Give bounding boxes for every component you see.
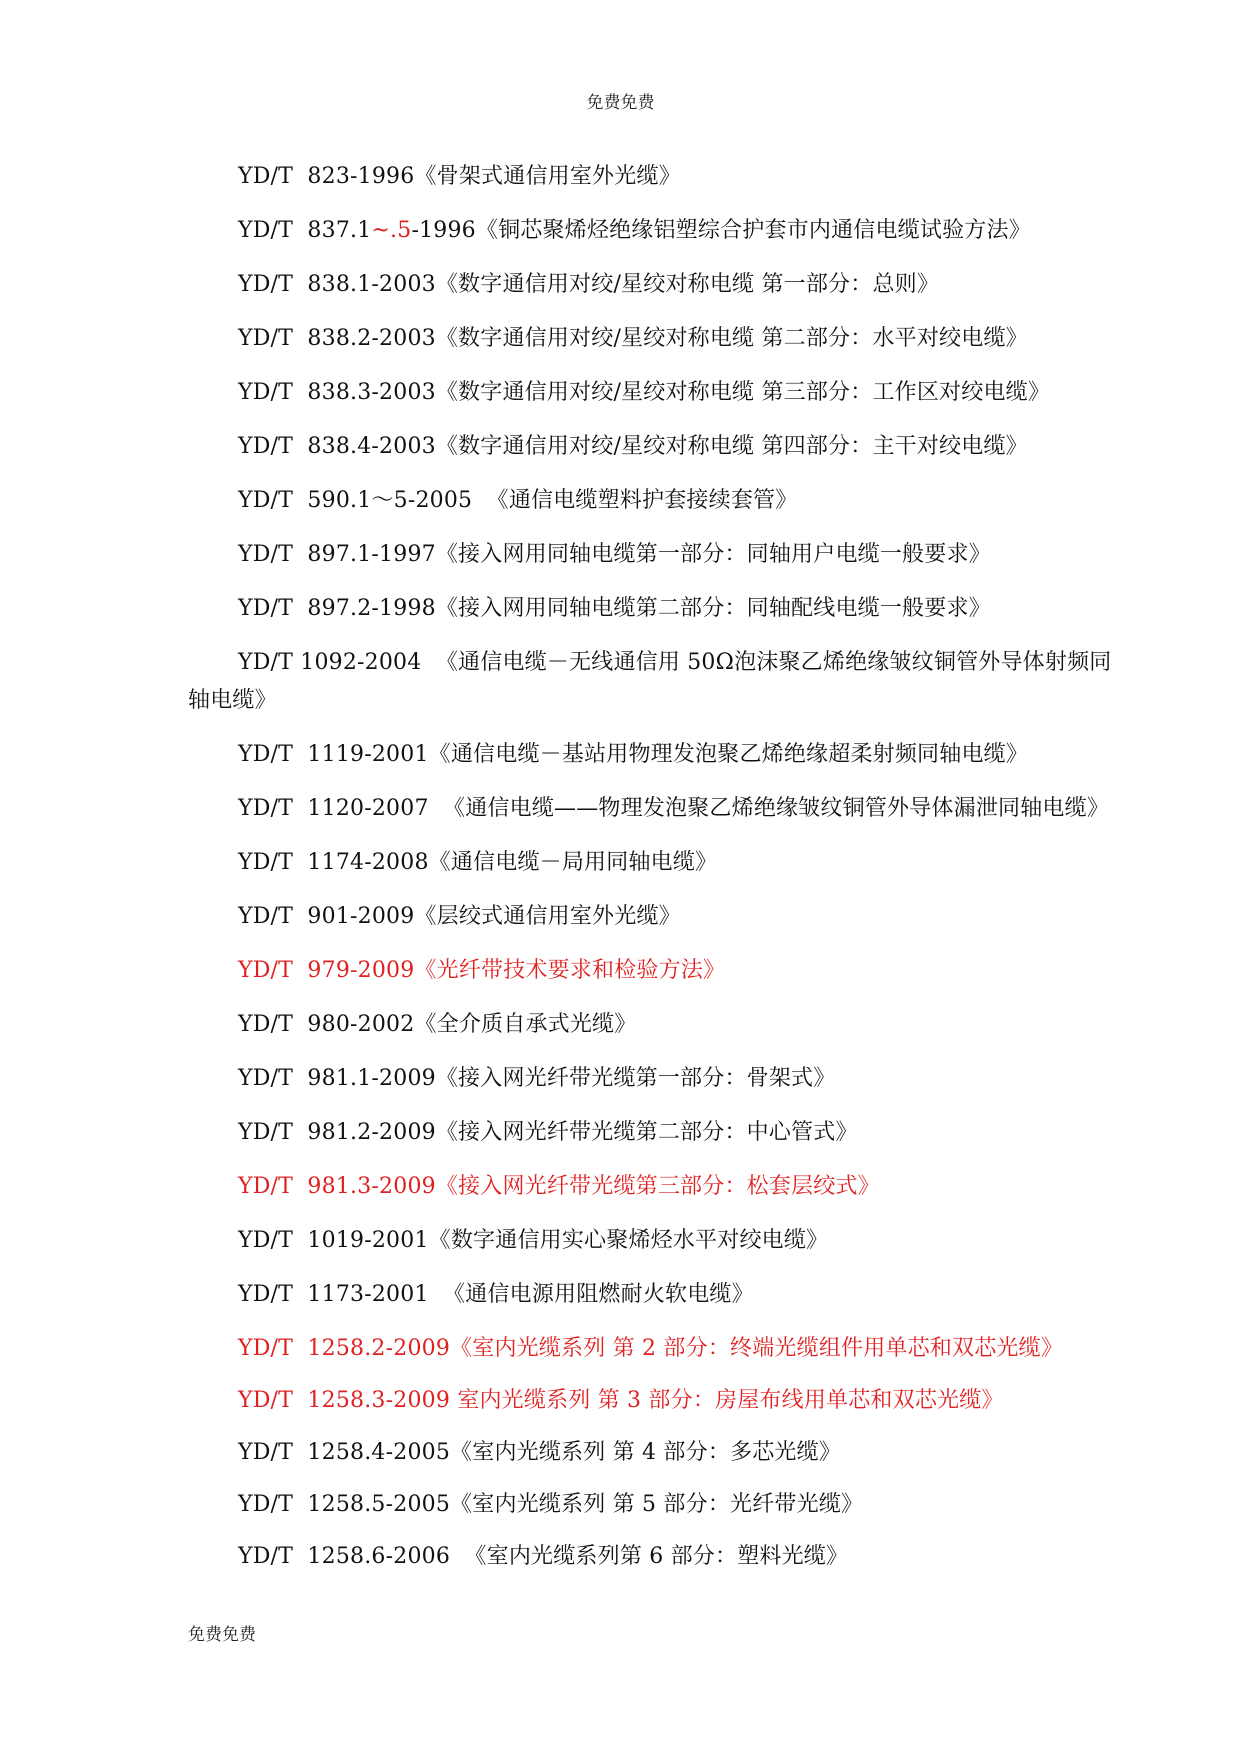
standard-title: 《通信电缆－基站用物理发泡聚乙烯绝缘超柔射频同轴电缆》 — [428, 742, 1029, 767]
standard-code: YD/T 981.3-2009 — [238, 1174, 436, 1199]
standard-code: YD/T 1019-2001 — [238, 1228, 429, 1253]
list-item — [188, 536, 1128, 574]
standard-title: 室内光缆系列 第 3 部分：房屋布线用单芯和双芯光缆》 — [450, 1388, 1004, 1413]
list-item-highlighted — [188, 1382, 1128, 1420]
standard-code: YD/T 838.4-2003 — [238, 434, 436, 459]
standard-code: YD/T 1258.3-2009 — [238, 1388, 451, 1413]
list-item — [188, 898, 1128, 936]
list-item — [188, 844, 1128, 882]
standard-code: YD/T 981.2-2009 — [238, 1120, 436, 1145]
list-item — [188, 1060, 1128, 1098]
standard-title: 《数字通信用对绞/星绞对称电缆 第四部分：主干对绞电缆》 — [435, 434, 1028, 459]
standard-title: 《接入网光纤带光缆第三部分：松套层绞式》 — [435, 1174, 880, 1199]
standard-code: YD/T 979-2009 — [238, 958, 415, 983]
standards-list — [188, 158, 1128, 1590]
standard-code: YD/T 1258.4-2005 — [238, 1440, 451, 1465]
list-item-highlighted — [188, 952, 1128, 990]
standard-code-year: -1996 — [411, 218, 476, 243]
list-item — [188, 266, 1128, 304]
list-item — [188, 590, 1128, 628]
standard-title: 《数字通信用对绞/星绞对称电缆 第一部分：总则》 — [435, 272, 940, 297]
standard-code: YD/T 823-1996 — [238, 164, 415, 189]
standard-code: YD/T 838.2-2003 — [238, 326, 436, 351]
list-item — [188, 1114, 1128, 1152]
list-item — [188, 158, 1128, 196]
list-item — [188, 428, 1128, 466]
standard-code: YD/T 1092-2004 — [238, 650, 436, 675]
standard-title: 《数字通信用实心聚烯烃水平对绞电缆》 — [428, 1228, 829, 1253]
standard-title: 《接入网用同轴电缆第一部分：同轴用户电缆一般要求》 — [435, 542, 991, 567]
standard-title: 《通信电源用阻燃耐火软电缆》 — [443, 1282, 754, 1307]
list-item — [188, 482, 1128, 520]
standard-code: YD/T 838.3-2003 — [238, 380, 436, 405]
standard-code: YD/T 1258.2-2009 — [238, 1336, 451, 1361]
standard-code: YD/T 1173-2001 — [238, 1282, 444, 1307]
list-item — [188, 736, 1128, 774]
standard-code: YD/T 1258.6-2006 — [238, 1544, 465, 1569]
list-item — [188, 1486, 1128, 1524]
standard-code: YD/T 981.1-2009 — [238, 1066, 436, 1091]
standard-title: 《铜芯聚烯烃绝缘铝塑综合护套市内通信电缆试验方法》 — [475, 218, 1031, 243]
standard-title: 《通信电缆－无线通信用 50Ω泡沫聚乙烯绝缘皱纹铜管外导体射频同轴电缆》 — [188, 650, 1112, 713]
standard-title: 《通信电缆塑料护套接续套管》 — [486, 488, 798, 513]
standard-code-red-part: ~.5 — [371, 218, 412, 243]
standard-title: 《数字通信用对绞/星绞对称电缆 第三部分：工作区对绞电缆》 — [435, 380, 1051, 405]
standard-title: 《光纤带技术要求和检验方法》 — [414, 958, 726, 983]
standard-code: YD/T 837.1 — [238, 218, 372, 243]
standard-title: 《接入网用同轴电缆第二部分：同轴配线电缆一般要求》 — [435, 596, 991, 621]
standard-code: YD/T 1174-2008 — [238, 850, 429, 875]
standard-code: YD/T 901-2009 — [238, 904, 415, 929]
page-header: 免费免费 — [586, 93, 655, 113]
list-item — [188, 212, 1128, 250]
standard-title: 《室内光缆系列 第 5 部分：光纤带光缆》 — [450, 1492, 864, 1517]
standard-title: 《室内光缆系列第 6 部分：塑料光缆》 — [464, 1544, 849, 1569]
standard-title: 《骨架式通信用室外光缆》 — [414, 164, 681, 189]
standard-code: YD/T 1258.5-2005 — [238, 1492, 451, 1517]
standard-code: YD/T 897.1-1997 — [238, 542, 436, 567]
standard-title: 《通信电缆——物理发泡聚乙烯绝缘皱纹铜管外导体漏泄同轴电缆》 — [443, 796, 1110, 821]
list-item-highlighted — [188, 1168, 1128, 1206]
list-item — [188, 644, 1128, 720]
standard-code: YD/T 590.1～5-2005 — [238, 488, 487, 513]
list-item — [188, 320, 1128, 358]
list-item — [188, 1222, 1128, 1260]
standard-code: YD/T 1119-2001 — [238, 742, 429, 767]
standard-title: 《接入网光纤带光缆第一部分：骨架式》 — [435, 1066, 836, 1091]
standard-title: 《层绞式通信用室外光缆》 — [414, 904, 681, 929]
standard-title: 《数字通信用对绞/星绞对称电缆 第二部分：水平对绞电缆》 — [435, 326, 1028, 351]
standard-code: YD/T 897.2-1998 — [238, 596, 436, 621]
list-item-highlighted — [188, 1330, 1128, 1368]
list-item — [188, 374, 1128, 412]
list-item — [188, 1538, 1128, 1576]
list-item — [188, 1434, 1128, 1472]
standard-title: 《室内光缆系列 第 2 部分：终端光缆组件用单芯和双芯光缆》 — [450, 1336, 1064, 1361]
standard-title: 《室内光缆系列 第 4 部分：多芯光缆》 — [450, 1440, 842, 1465]
standard-title: 《通信电缆－局用同轴电缆》 — [428, 850, 718, 875]
standard-code: YD/T 1120-2007 — [238, 796, 444, 821]
list-item — [188, 1276, 1128, 1314]
page-footer: 免费免费 — [188, 1625, 256, 1645]
standard-code: YD/T 980-2002 — [238, 1012, 415, 1037]
list-item — [188, 1006, 1128, 1044]
list-item — [188, 790, 1128, 828]
standard-title: 《全介质自承式光缆》 — [414, 1012, 637, 1037]
standard-title: 《接入网光纤带光缆第二部分：中心管式》 — [435, 1120, 858, 1145]
standard-code: YD/T 838.1-2003 — [238, 272, 436, 297]
